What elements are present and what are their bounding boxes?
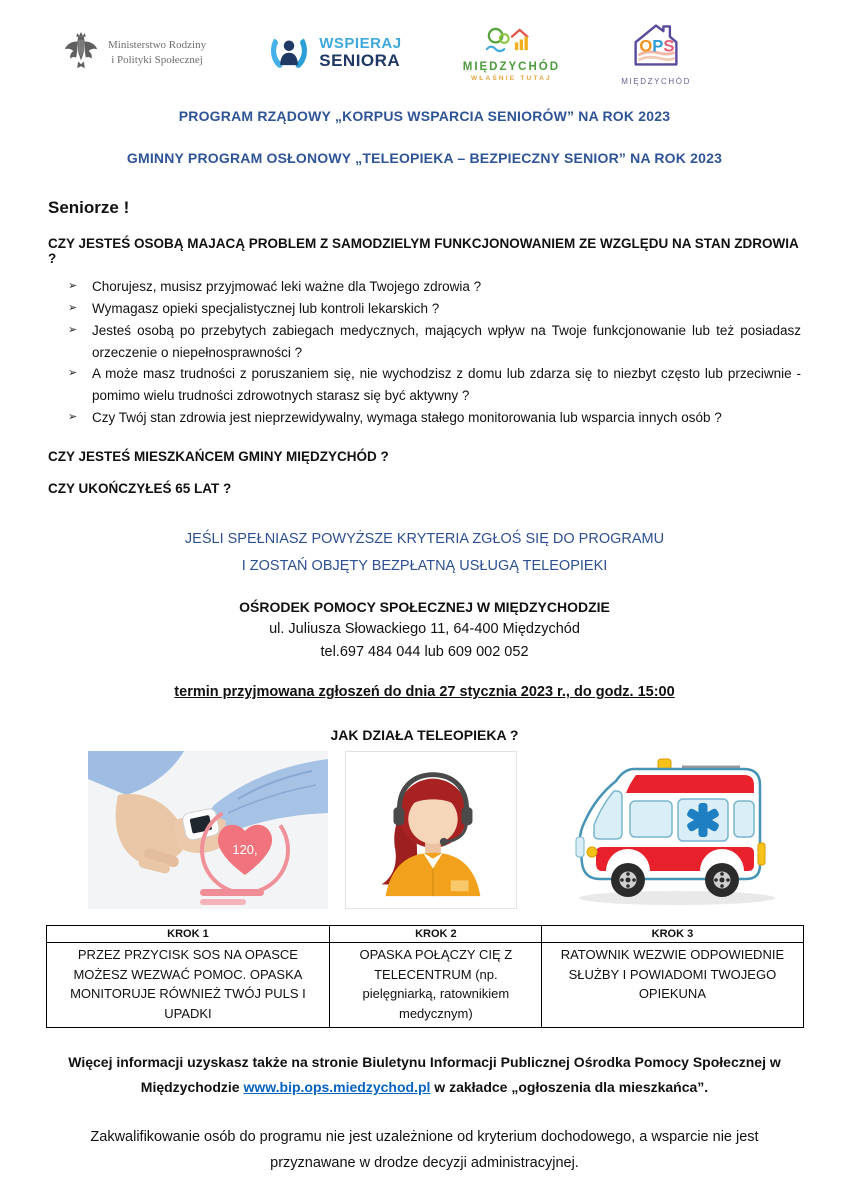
table-body-row xyxy=(46,943,803,1028)
step2-header: KROK 2 xyxy=(330,926,542,943)
step2-description: OPASKA POŁĄCZY CIĘ Z TELECENTRUM (np. pielęgniarką, ratownikiem medycznym) xyxy=(330,943,542,1028)
contact-address: ul. Juliusza Słowackiego 11, 64-400 Międzychód xyxy=(269,621,580,638)
arrow-bullet-icon: ➢ xyxy=(68,279,78,292)
arrow-bullet-icon: ➢ xyxy=(68,410,78,424)
arrow-bullet-icon: ➢ xyxy=(68,300,78,314)
list-item xyxy=(48,276,801,298)
ops-letter-s: S xyxy=(663,36,675,56)
more-info-text-before: Więcej informacji uzyskasz także na stronie Biuletynu Informacji Publicznej Ośrodka Pomocy Społecznej w Międzychodzie xyxy=(68,1054,781,1095)
step1-header: KROK 1 xyxy=(46,926,330,943)
ops-letter-p: P xyxy=(652,36,664,56)
contact-phone: tel.697 484 044 lub 609 002 052 xyxy=(320,644,529,661)
ambulance-illustration xyxy=(562,751,797,911)
wspieraj-seniora-logo xyxy=(267,30,401,77)
ops-logo xyxy=(621,20,691,86)
ministry-line2: i Polityki Społecznej xyxy=(111,54,203,66)
ops-letter-o: O xyxy=(639,36,653,56)
ministry-line1: Ministerstwo Rodziny xyxy=(108,39,207,52)
main-question: CZY JESTEŚ OSOBĄ MAJACĄ PROBLEM Z SAMODZIELYM FUNKCJONOWANIEM ZE WZGLĘDU NA STAN ZDROWIA ? xyxy=(48,236,799,266)
more-info-paragraph xyxy=(48,1050,801,1099)
criteria-list xyxy=(48,276,801,429)
pulse-value: 120, xyxy=(232,842,258,858)
list-item xyxy=(48,320,801,364)
miedzychod-town-name: MIĘDZYCHÓD xyxy=(462,60,561,73)
qualification-note: Zakwalifikowanie osób do programu nie jest uzależnione od kryterium dochodowego, a wsparcie nie jest przyznawane w drodze decyzji administracyjnej. xyxy=(90,1129,759,1171)
sos-wristband-photo xyxy=(88,751,328,909)
caring-hands-icon xyxy=(267,30,311,77)
list-item-text: Jesteś osobą po przebytych zabiegach medycznych, mających wpływ na Twoje funkcjonowanie lub też posiadasz orzeczenie o niepełnosprawności ? xyxy=(92,322,801,360)
how-it-works-heading: JAK DZIAŁA TELEOPIEKA ? xyxy=(330,727,519,744)
salutation-heading: Seniorze ! xyxy=(48,198,130,217)
table-header-row xyxy=(46,926,803,943)
ops-city-name: MIĘDZYCHÓD xyxy=(621,77,691,86)
list-item-text: Wymagasz opieki specjalistycznej lub kontroli lekarskich ? xyxy=(92,300,440,316)
ministry-logo xyxy=(62,30,206,77)
age-question: CZY UKOŃCZYŁEŚ 65 LAT ? xyxy=(48,481,232,497)
residency-question: CZY JESTEŚ MIESZKAŃCEM GMINY MIĘDZYCHÓD ? xyxy=(48,449,389,465)
program-title-municipal: GMINNY PROGRAM OSŁONOWY „TELEOPIEKA – BEZPIECZNY SENIOR” NA ROK 2023 xyxy=(126,150,723,166)
list-item xyxy=(48,363,801,407)
cta-line1: JEŚLI SPEŁNIASZ POWYŻSZE KRYTERIA ZGŁOŚ SIĘ DO PROGRAMU xyxy=(184,531,665,548)
ops-house-icon xyxy=(626,20,686,75)
contact-institution: OŚRODEK POMOCY SPOŁECZNEJ W MIĘDZYCHODZIE xyxy=(239,598,610,615)
more-info-text-after: w zakładce „ogłoszenia dla mieszkańca”. xyxy=(430,1078,709,1095)
call-to-action xyxy=(48,526,801,580)
list-item-text: Czy Twój stan zdrowia jest nieprzewidywalny, wymaga stałego monitorowania lub wsparcia innych osób ? xyxy=(92,410,722,426)
contact-block xyxy=(48,596,801,665)
list-item-text: Chorujesz, musisz przyjmować leki ważne dla Twojego zdrowia ? xyxy=(92,279,482,294)
cta-line2: I ZOSTAŃ OBJĘTY BEZPŁATNĄ USŁUGĄ TELEOPIEKI xyxy=(241,557,608,574)
telecenter-operator-illustration xyxy=(345,751,517,909)
program-title-government: PROGRAM RZĄDOWY „KORPUS WSPARCIA SENIORÓW” NA ROK 2023 xyxy=(178,108,671,124)
wspieraj-word: WSPIERAJ xyxy=(319,35,402,53)
list-item xyxy=(48,407,801,429)
application-deadline: termin przyjmowana zgłoszeń do dnia 27 stycznia 2023 r., do godz. 15:00 xyxy=(174,684,675,701)
illustration-row xyxy=(0,751,849,915)
step1-description: PRZEZ PRZYCISK SOS NA OPASCE MOŻESZ WEZWAĆ POMOC. OPASKA MONITORUJE RÓWNIEŻ TWÓJ PULS I UPADKI xyxy=(46,943,330,1028)
ministry-logo-text xyxy=(108,38,206,68)
logo-header xyxy=(0,16,849,86)
bip-website-link[interactable]: www.bip.ops.miedzychod.pl xyxy=(243,1078,431,1095)
steps-table xyxy=(46,925,804,1028)
miedzychod-tagline: WŁAŚNIE TUTAJ xyxy=(470,74,552,82)
seniora-word: SENIORA xyxy=(319,50,401,70)
arrow-bullet-icon: ➢ xyxy=(68,366,78,380)
step3-description: RATOWNIK WEZWIE ODPOWIEDNIE SŁUŻBY I POWIADOMI TWOJEGO OPIEKUNA xyxy=(542,943,803,1028)
town-landmarks-icon xyxy=(485,25,537,59)
wspieraj-logo-text xyxy=(319,36,401,70)
list-item xyxy=(48,298,801,320)
svg-text:OPS xyxy=(639,36,674,55)
miedzychod-town-logo xyxy=(463,25,560,82)
body-content xyxy=(0,198,849,743)
list-item-text: A może masz trudności z poruszaniem się, nie wychodzisz z domu lub zdarza się to niezbyt często lub przeciwnie - pomimo wielu trudności zdrowotnych starasz się być aktywny ? xyxy=(92,366,801,404)
step3-header: KROK 3 xyxy=(542,926,803,943)
polish-eagle-icon xyxy=(62,30,100,77)
arrow-bullet-icon: ➢ xyxy=(68,322,78,336)
